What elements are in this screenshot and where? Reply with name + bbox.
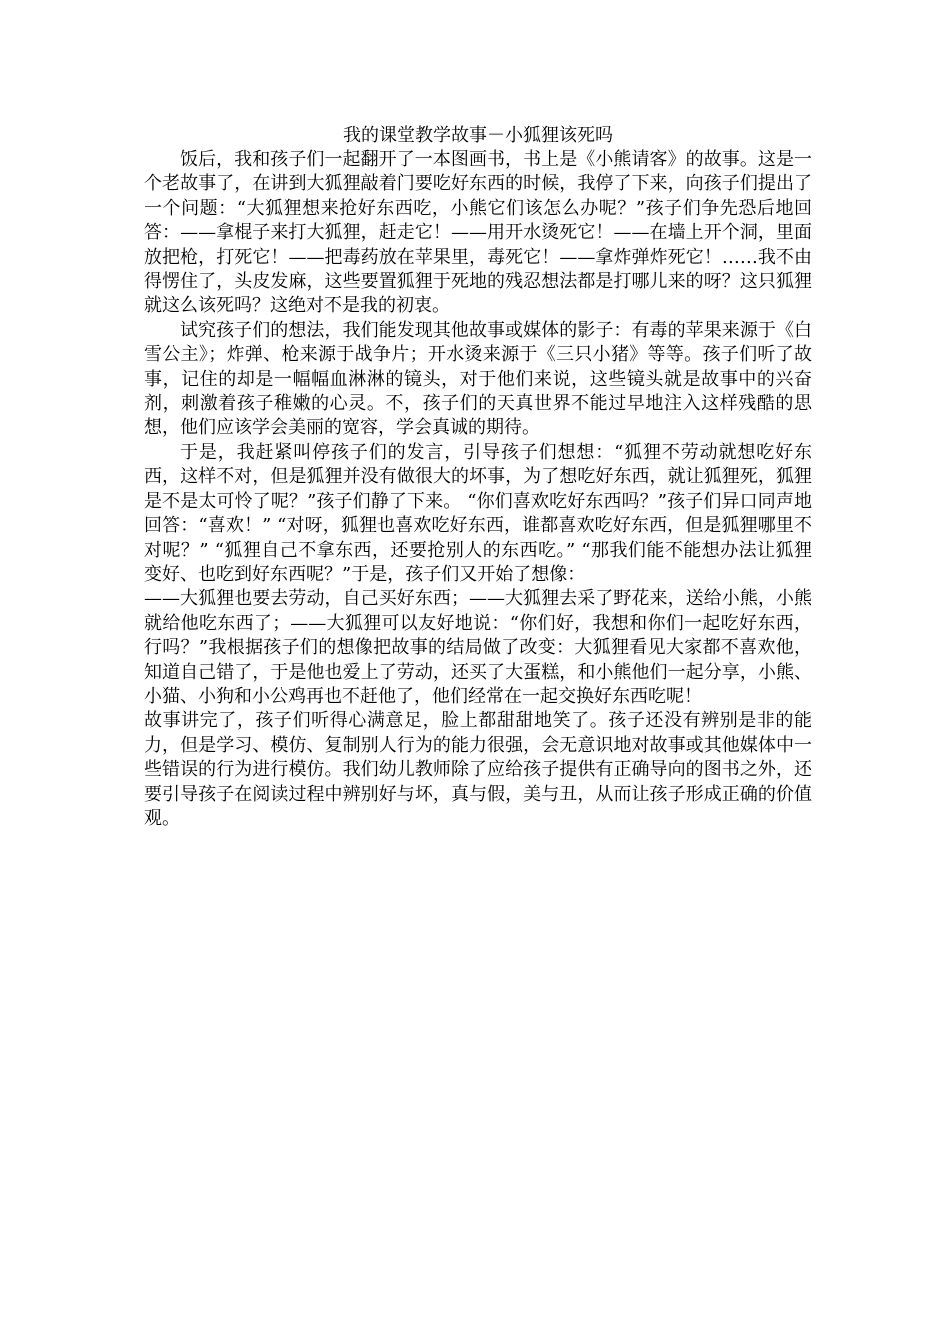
paragraph-imagination: ——大狐狸也要去劳动，自己买好东西；——大狐狸去采了野花来，送给小熊，小熊就给他吃东西了；——大狐狸可以友好地说：“你们好，我想和你们一起吃好东西，行吗？”我根据孩子们的想像把故事的结局做了改变：大狐狸看见大家都不喜欢他，知道自己错了，于是他也爱上了劳动，还买了大蛋糕，和小熊他们一起分享，小熊、小猫、小狗和小公鸡再也不赶他了，他们经常在一起交换好东西吃呢！ [144, 588, 812, 707]
paragraph-intro: 饭后，我和孩子们一起翻开了一本图画书，书上是《小熊请客》的故事。这是一个老故事了，在讲到大狐狸敲着门要吃好东西的时候，我停了下来，向孩子们提出了一个问题：“大狐狸想来抢好东西吃，小熊它们该怎么办呢？”孩子们争先恐后地回答：——拿棍子来打大狐狸，赶走它！——用开水烫死它！——在墙上开个洞，里面放把枪，打死它！——把毒药放在苹果里，毒死它！——拿炸弹炸死它！……我不由得愣住了，头皮发麻，这些要置狐狸于死地的残忍想法都是打哪儿来的呀？这只狐狸就这么该死吗？这绝对不是我的初衷。 [144, 149, 812, 317]
paragraph-conclusion: 故事讲完了，孩子们听得心满意足，脸上都甜甜地笑了。孩子还没有辨别是非的能力，但是学习、模仿、复制别人行为的能力很强，会无意识地对故事或其他媒体中一些错误的行为进行模仿。我们幼儿教师除了应给孩子提供有正确导向的图书之外，还要引导孩子在阅读过程中辨别好与坏，真与假，美与丑，从而让孩子形成正确的价值观。 [144, 710, 812, 829]
document-title: 我的课堂教学故事－小狐狸该死吗 [343, 125, 613, 146]
paragraph-guidance: 于是，我赶紧叫停孩子们的发言，引导孩子们想想：“狐狸不劳动就想吃好东西，这样不对，但是狐狸并没有做很大的坏事，为了想吃好东西，就让狐狸死，狐狸是不是太可怜了呢？”孩子们静了下来。 “你们喜欢吃好东西吗？”孩子们异口同声地回答：“喜欢！” “对呀，狐狸也喜欢吃好东西，谁都喜欢吃好东西，但是狐狸哪里不对呢？” “狐狸自己不拿东西，还要抢别人的东西吃。” “那我们能不能想办法让狐狸变好、也吃到好东西呢？”于是，孩子们又开始了想像： [144, 441, 812, 585]
paragraph-analysis: 试究孩子们的想法，我们能发现其他故事或媒体的影子：有毒的苹果来源于《白雪公主》；炸弹、枪来源于战争片；开水烫来源于《三只小猪》等等。孩子们听了故事，记住的却是一幅幅血淋淋的镜头，对于他们来说，这些镜头就是故事中的兴奋剂，刺激着孩子稚嫩的心灵。不，孩子们的天真世界不能过早地注入这样残酷的思想，他们应该学会美丽的宽容，学会真诚的期待。 [144, 319, 812, 439]
document-body [144, 124, 812, 831]
